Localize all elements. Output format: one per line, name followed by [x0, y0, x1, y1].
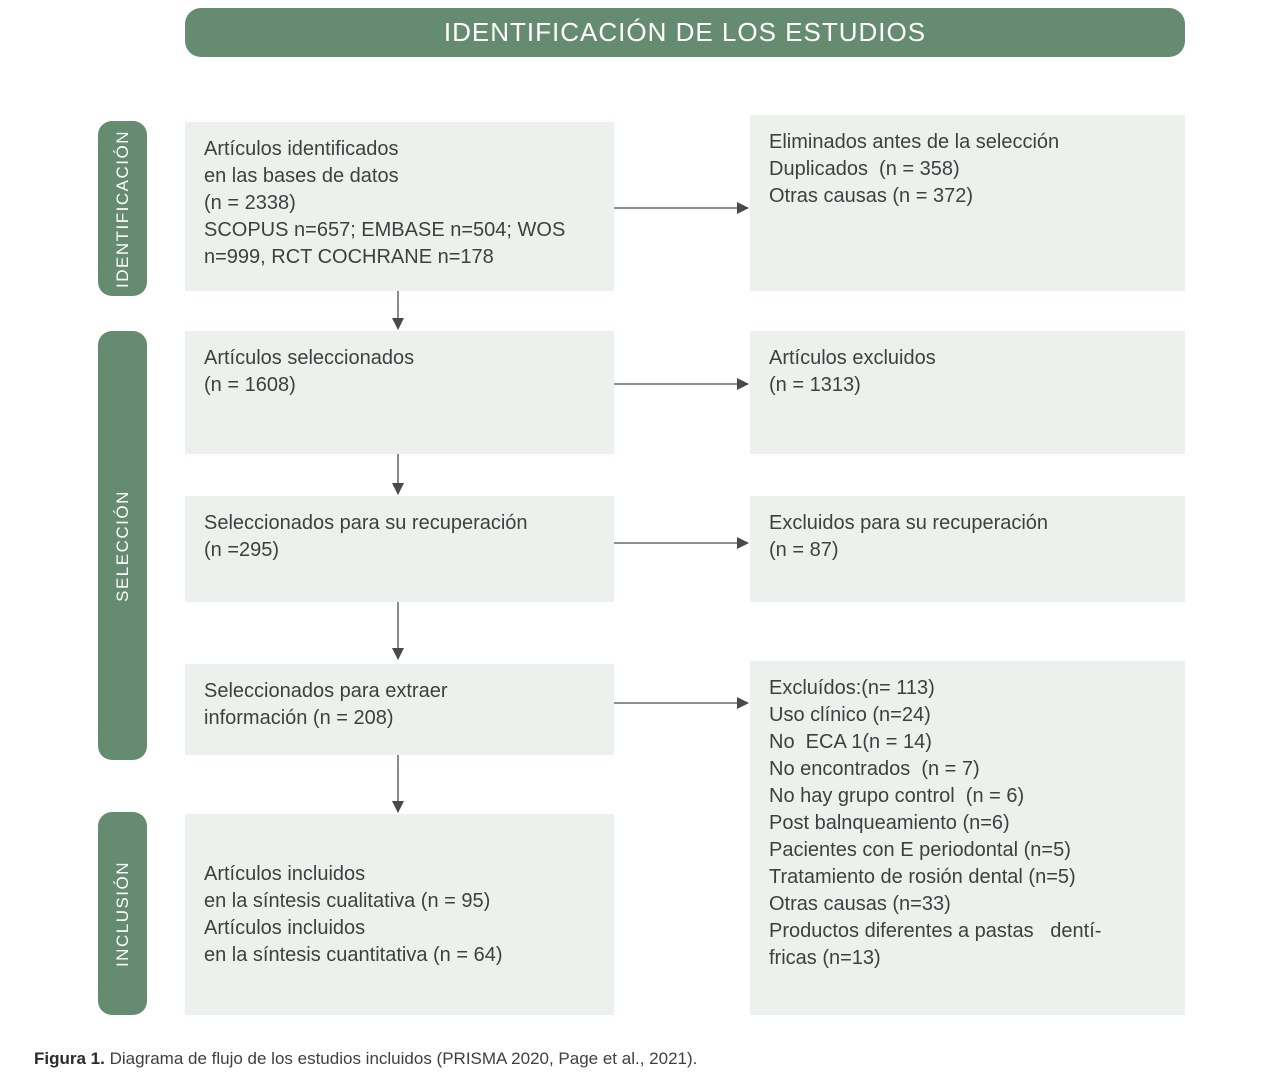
- box-line: en las bases de datos: [204, 165, 399, 187]
- box-line: n=999, RCT COCHRANE n=178: [204, 246, 494, 268]
- phase-identificacion-label: IDENTIFICACIÓN: [112, 129, 132, 288]
- box-line: Seleccionados para extraer: [204, 680, 448, 702]
- figure-caption: [34, 1049, 697, 1069]
- box-line: No encontrados (n = 7): [769, 758, 980, 780]
- box-line: (n = 87): [769, 539, 839, 561]
- phase-inclusion-label: INCLUSIÓN: [112, 860, 132, 967]
- box-line: No hay grupo control (n = 6): [769, 785, 1025, 807]
- box-line: en la síntesis cuantitativa (n = 64): [204, 944, 503, 966]
- figure-caption-label: Figura 1.: [34, 1049, 105, 1068]
- box-line: Excluidos para su recuperación: [769, 512, 1049, 534]
- box-line: Artículos identificados: [204, 138, 399, 160]
- box-line: Otras causas (n=33): [769, 893, 951, 915]
- diagram-title: IDENTIFICACIÓN DE LOS ESTUDIOS: [185, 8, 1185, 57]
- box-line: Tratamiento de rosión dental (n=5): [769, 866, 1076, 888]
- box-line: en la síntesis cualitativa (n = 95): [204, 890, 491, 912]
- figure-caption-text: Diagrama de flujo de los estudios incluidos (PRISMA 2020, Page et al., 2021).: [104, 1049, 698, 1068]
- box-line: Excluídos:(n= 113): [769, 677, 935, 699]
- box-line: fricas (n=13): [769, 947, 881, 969]
- phase-seleccion-label: SELECCIÓN: [112, 489, 132, 602]
- box-line: Artículos incluidos: [204, 917, 366, 939]
- box-line: Eliminados antes de la selección: [769, 131, 1060, 153]
- box-line: información (n = 208): [204, 707, 394, 729]
- box-line: (n = 1608): [204, 374, 296, 396]
- box-line: Productos diferentes a pastas dentí-: [769, 920, 1102, 942]
- box-line: (n = 1313): [769, 374, 861, 396]
- box-line: No ECA 1(n = 14): [769, 731, 932, 753]
- box-line: Uso clínico (n=24): [769, 704, 931, 726]
- box-line: Post balnqueamiento (n=6): [769, 812, 1010, 834]
- box-line: Otras causas (n = 372): [769, 185, 973, 207]
- box-line: Artículos seleccionados: [204, 347, 415, 369]
- box-line: SCOPUS n=657; EMBASE n=504; WOS: [204, 219, 566, 241]
- box-line: Artículos incluidos: [204, 863, 366, 885]
- box-line: Duplicados (n = 358): [769, 158, 960, 180]
- box-line: Seleccionados para su recuperación: [204, 512, 528, 534]
- box-line: (n =295): [204, 539, 280, 561]
- box-line: Pacientes con E periodontal (n=5): [769, 839, 1071, 861]
- box-line: Artículos excluidos: [769, 347, 936, 369]
- box-line: (n = 2338): [204, 192, 296, 214]
